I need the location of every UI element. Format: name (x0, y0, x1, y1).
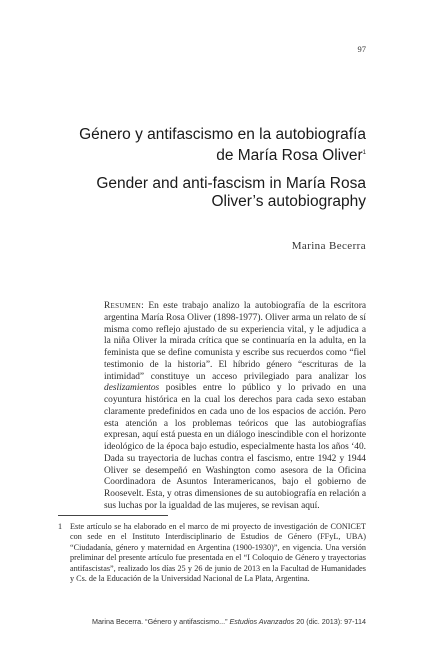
page-number: 97 (357, 44, 366, 54)
footer-citation-prefix: Marina Becerra. “Género y antifascismo...” (92, 617, 230, 626)
footnote-text: Este artículo se ha elaborado en el marco de mi proyecto de investigación de CONICET con sede en el Instituto Interdisciplinario de Estudios de Género (FFyL, UBA) “Ciudadanía, género y maternidad en Argentina (1900-1930)”, en vigencia. Una versión preliminar del presente artículo fue presentada en el “I Coloquio de Género y trayectorias antifascistas”, realizado los días 25 y 26 de junio de 2013 en la Facultad de Humanidades y Cs. de la Educación de la Universidad Nacional de La Plata, Argentina. (70, 522, 366, 584)
title-spanish (58, 126, 366, 165)
title-footnote-marker[interactable]: 1 (362, 150, 366, 156)
footer-journal-name: Estudios Avanzados (229, 617, 295, 626)
footnote-number: 1 (58, 522, 63, 531)
abstract-label: Resumen: (104, 301, 145, 311)
author-name: Marina Becerra (291, 240, 366, 252)
title-spanish-text: Género y antifascismo en la autobiografía de María Rosa Oliver (79, 126, 366, 165)
running-footer (92, 617, 366, 626)
title-block (58, 126, 366, 211)
footnote-divider (58, 515, 168, 516)
abstract-text-part-1: En este trabajo analizo la autobiografía de la escritora argentina María Rosa Oliver (1898-1977). Oliver arma un relato de sí misma como reflejo ajustado de su experiencia vital, y le adjudica a la niña Oliver la mirada crítica que se continuaría en la adulta, en la feminista que se define comunista y escribe sus recuerdos como “fiel testimonio de la historia”. El híbrido género “escrituras de la intimidad” constituye un acceso privilegiado para analizar los (104, 301, 366, 382)
abstract-text-part-2: posibles entre lo público y lo privado en una coyuntura histórica en la cual los derechos para cada sexo estaban claramente predefinidos en cada uno de los espacios de acción. Pero esta atención a los problemas teóricos que las autobiografías expresan, aquí está puesta en un diálogo inescindible con el horizonte ideológico de la época bajo estudio, especialmente hasta los años ‘40. Dada su trayectoria de luchas contra el fascismo, entre 1942 y 1944 Oliver se desempeñó en Washington como asesora de la Oficina Coordinadora de Asuntos Interamericanos, bajo el gobierno de Roosevelt. Esta, y otras dimensiones de su autobiografía en relación a sus luchas por la igualdad de las mujeres, se revisan aquí. (104, 383, 366, 511)
abstract-italic-term: deslizamientos (104, 383, 160, 394)
footnote (58, 522, 366, 584)
abstract (104, 301, 366, 513)
footer-citation-suffix: 20 (dic. 2013): 97-114 (294, 617, 366, 626)
title-english: Gender and anti-fascism in María Rosa Oliver’s autobiography (96, 175, 366, 211)
